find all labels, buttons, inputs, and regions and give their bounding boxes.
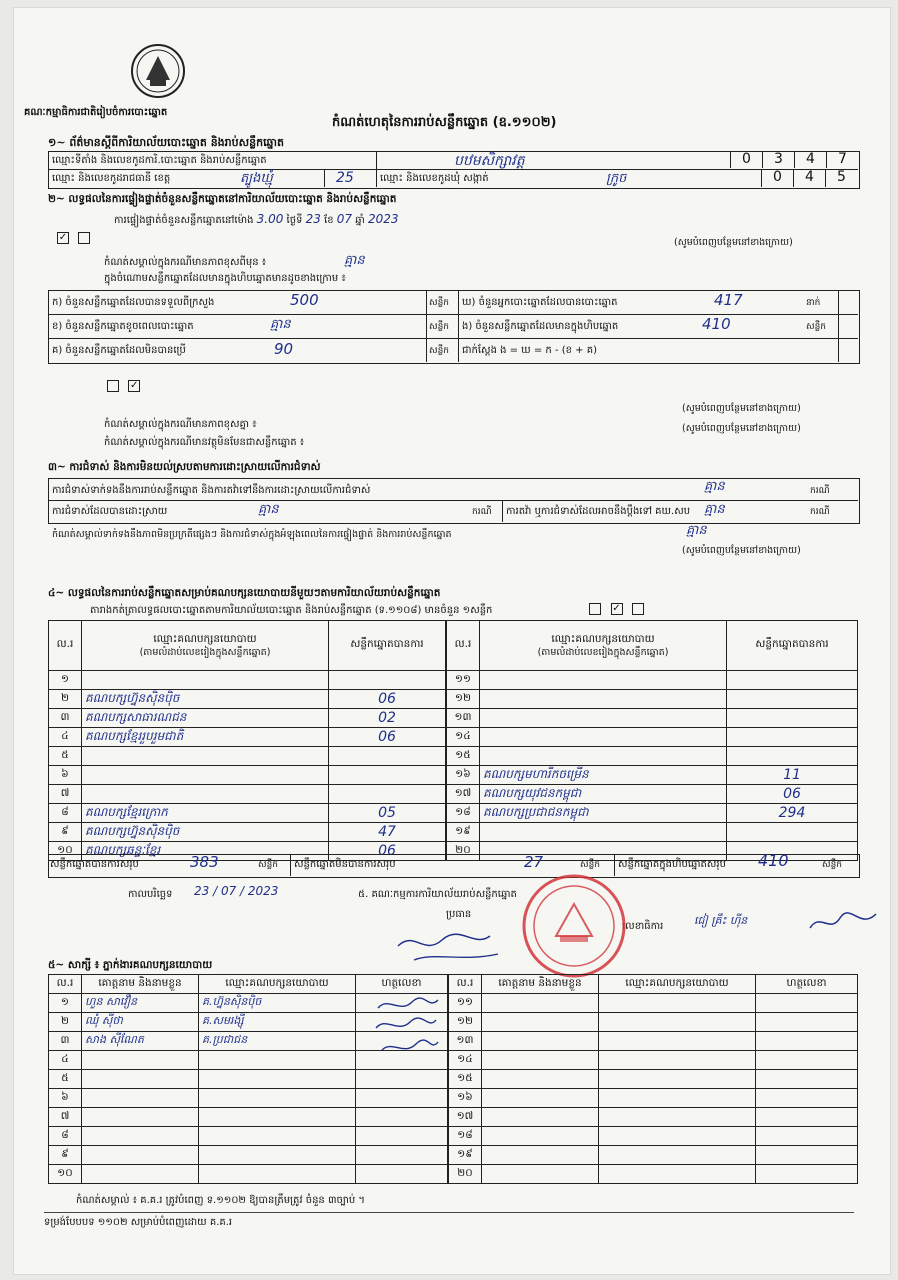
row-number: ២០ — [447, 842, 480, 861]
row-number: ១៨ — [449, 1127, 482, 1146]
table-row — [449, 1089, 858, 1108]
table-row — [447, 747, 858, 766]
vote-count — [727, 728, 858, 747]
table-row — [447, 766, 858, 785]
table-row — [49, 823, 446, 842]
vote-count: 06 — [329, 690, 446, 709]
witness-party: គ.ប្រជាជន — [199, 1032, 356, 1051]
committee-name: គណៈកម្មាធិការជាតិរៀបចំការបោះឆ្នោត — [24, 107, 168, 118]
vote-count: 11 — [727, 766, 858, 785]
witness-name — [482, 1165, 599, 1184]
section4-title: ៤~ លទ្ធផលនៃការរាប់សន្លឹកឆ្នោតសម្រាប់គណបក្សនយោបាយនីមួយៗតាមការិយាល័យរាប់សន្លឹកឆ្នោត — [48, 587, 441, 599]
witness-signature — [756, 994, 858, 1013]
section4-subtitle: តារាងកត់ត្រាលទ្ធផលបោះឆ្នោតតាមការិយាល័យបោះឆ្នោត និងរាប់សន្លឹកឆ្នោត (ទ.១១០៨) មានចំនួន ១សន្លឹក — [90, 605, 493, 616]
party-name: គណបក្សហ្វ៊ុនស៊ិនប៉ិច — [82, 823, 329, 842]
vote-count: 06 — [727, 785, 858, 804]
witness-table-right: ល.រ គោត្តនាម និងនាមខ្លួន ឈ្មោះគណបក្សនយោបាយ ហត្ថលេខា ១១ ១២ ១៣ ១៤ ១៥ ១៦ ១៧ ១៨ ១៩ ២០ — [448, 974, 858, 1184]
witness-name — [82, 1089, 199, 1108]
diff-note-label: កំណត់សម្គាល់ក្នុងករណីមានភាពខុសពីមុន ៖ — [104, 257, 267, 268]
vote-count — [727, 709, 858, 728]
witness-table-left: ល.រ គោត្តនាម និងនាមខ្លួន ឈ្មោះគណបក្សនយោបាយ ហត្ថលេខា ១ ហួន សាវឿន គ.ហ្វ៊ុនស៊ិនប៉ិច ២ ឈុំ ស៊ីថា គ.សមរង្ស៊ី ៣ សាង ស៊ីណែត គ.ប្រជាជន ៤ ៥ ៦ ៧ ៨ ៩ ១០ — [48, 974, 448, 1184]
witness-party — [599, 994, 756, 1013]
table-row — [447, 671, 858, 690]
secretary-signature-icon — [806, 908, 886, 938]
footer-note: កំណត់សម្គាល់ ៖ គ.គ.រ ត្រូវបំពេញ ទ.១១០២ ឱ្យបានត្រឹមត្រូវ ចំនួន ៣ច្បាប់ ។ — [76, 1195, 365, 1206]
location-code: 0 3 4 7 — [730, 151, 858, 168]
row-number: ៦ — [49, 1089, 82, 1108]
row-number: ២ — [49, 690, 82, 709]
spoiled-label: ខ) ចំនួនសន្លឹកឆ្នោតខូចពេលបោះឆ្នោត — [52, 321, 194, 332]
party-name — [480, 823, 727, 842]
party-name — [82, 766, 329, 785]
table-row — [449, 1146, 858, 1165]
witness-signature — [356, 1108, 448, 1127]
witness-name — [82, 1127, 199, 1146]
vote-count: 05 — [329, 804, 446, 823]
witness-signature — [756, 1108, 858, 1127]
secretary-name: ជៀ គ្រឹះ ហ៊ីន — [694, 914, 748, 927]
official-stamp-icon — [516, 870, 632, 982]
diff-note-value: គ្មាន — [344, 253, 365, 268]
vote-count: 02 — [329, 709, 446, 728]
witness-party — [599, 1051, 756, 1070]
row-number: ១០ — [49, 1165, 82, 1184]
row-number: ១ — [49, 994, 82, 1013]
row-number: ៦ — [49, 766, 82, 785]
row-number: ១២ — [449, 1013, 482, 1032]
row-number: ១៤ — [449, 1051, 482, 1070]
party-name — [82, 785, 329, 804]
witness-name — [482, 1127, 599, 1146]
party-name — [480, 690, 727, 709]
form-title: កំណត់ហេតុនៃការរាប់សន្លឹកឆ្នោត (ឧ.១១០២) — [332, 115, 557, 130]
row-number: ៤ — [49, 1051, 82, 1070]
witness-signature — [356, 1146, 448, 1165]
table-row — [49, 1127, 448, 1146]
witness-name — [82, 1070, 199, 1089]
witness-party — [599, 1013, 756, 1032]
row-number: ៩ — [49, 1146, 82, 1165]
party-name — [82, 671, 329, 690]
table-row — [447, 690, 858, 709]
row-number: ១១ — [447, 671, 480, 690]
row-number: ៩ — [49, 823, 82, 842]
row-number: ១៨ — [447, 804, 480, 823]
party-name — [480, 671, 727, 690]
witness-name — [482, 1051, 599, 1070]
table-row — [49, 728, 446, 747]
table-row — [49, 1165, 448, 1184]
table-row — [49, 709, 446, 728]
witness-party — [599, 1089, 756, 1108]
witness-name: សាង ស៊ីណែត — [82, 1032, 199, 1051]
total-in-box: 410 — [758, 851, 789, 870]
witness-party — [199, 1070, 356, 1089]
commune-value: ក្រូច — [606, 171, 627, 186]
nec-emblem-icon — [128, 42, 188, 100]
location-label: ឈ្មោះទីតាំង និងលេខកូដការិ.បោះឆ្នោត និងរាប់សន្លឹកឆ្នោត — [52, 155, 267, 166]
row-number: ៧ — [49, 785, 82, 804]
row-number: ១៣ — [447, 709, 480, 728]
table-row — [449, 1032, 858, 1051]
witness-name — [82, 1051, 199, 1070]
row-number: ១៩ — [449, 1146, 482, 1165]
witness-signature — [756, 1032, 858, 1051]
fill-note-1: (សូមបំពេញបន្ថែមនៅខាងក្រោយ) — [674, 237, 793, 248]
vote-count: 06 — [329, 842, 446, 861]
province-label: ឈ្មោះ និងលេខកូដរាជធានី ខេត្ត — [52, 173, 171, 184]
signing-date: 23 / 07 / 2023 — [194, 884, 279, 898]
witness-signature — [356, 1070, 448, 1089]
witness-signature — [756, 1070, 858, 1089]
table-row — [449, 1070, 858, 1089]
received-label: ក) ចំនួនសន្លឹកឆ្នោតដែលបានទទួលពីក្រសួង — [52, 297, 215, 308]
in-box-value: 410 — [702, 315, 731, 333]
witness-name — [482, 1032, 599, 1051]
form-sheet: គណៈកម្មាធិការជាតិរៀបចំការបោះឆ្នោត កំណត់ហេតុនៃការរាប់សន្លឹកឆ្នោត (ឧ.១១០២) ១~ ព័ត៌មានស្តីពីការិយាល័យបោះឆ្នោត និងរាប់សន្លឹកឆ្នោត ឈ្មោះទីតាំង និងលេខកូដការិ.បោះឆ្នោត និងរាប់សន្លឹកឆ្នោត បឋមសិក្សាវត្ត 0 3 4 7 ឈ្មោះ និងលេខកូដរាជធានី ខេត្ត ត្បូងឃ្មុំ 25 ឈ្មោះ និងលេខកូដឃុំ សង្កាត់ ក្រូច 0 4 5 ២~ លទ្ធផលនៃការផ្ទៀងផ្ទាត់ចំនួនសន្លឹកឆ្នោតនៅការិយាល័យបោះឆ្នោត និងរាប់សន្លឹកឆ្នោត ការផ្ទៀងផ្ទាត់ចំនួនសន្លឹកឆ្នោតនៅម៉ោង 3.00 ថ្ងៃទី 23 ខែ 07 ឆ្នាំ 2023 ✓ (សូមបំពេញបន្ថែមនៅខាងក្រោយ) កំណត់សម្គាល់ក្នុងករណីមានភាពខុសពីមុន ៖ គ្មាន ក្នុងចំណោមសន្លឹកឆ្នោតដែលមានក្នុងហិបឆ្នោតមានដូចខាងក្រោម ៖ ក) ចំនួនសន្លឹកឆ្នោតដែលបានទទួលពីក្រសួង 500 សន្លឹក ខ) ចំនួនសន្លឹកឆ្នោតខូចពេលបោះឆ្នោត គ្មាន សន្លឹក គ) ចំនួនសន្លឹកឆ្នោតដែលមិនបានប្រើ 90 សន្លឹក ឃ) ចំនួនអ្នកបោះឆ្នោតដែលបានបោះឆ្នោត 417 នាក់ ង) ចំនួនសន្លឹកឆ្នោតដែលមានក្នុងហិបឆ្នោត 410 សន្លឹក ជាក់ស្តែង ង = ឃ = ក - (ខ + គ) ✓ (សូមបំពេញបន្ថែមនៅខាងក្រោយ) កំណត់សម្គាល់ក្នុងករណីមានភាពខុសគ្នា ៖ (សូមបំពេញបន្ថែមនៅខាងក្រោយ) កំណត់សម្គាល់ក្នុងករណីមានវត្ថុមិនមែនជាសន្លឹកឆ្នោត ៖ ៣~ ការជំទាស់ និងការមិនយល់ស្របតាមការដោះស្រាយលើការជំទាស់ ការជំទាស់ទាក់ទងនឹងការរាប់សន្លឹកឆ្នោត និងការតវ៉ាទៅនឹងការដោះស្រាយលើការជំទាស់ គ្មាន ករណី ការជំទាស់ដែលបានដោះស្រាយ គ្មាន ករណី ការតវ៉ា ឬការជំទាស់ដែលអាចនឹងប្តឹងទៅ គឃ.សប គ្មាន ករណី កំណត់សម្គាល់ទាក់ទងនឹងភាពមិនប្រក្រតីផ្សេងៗ និងការជំទាស់ក្នុងអំឡុងពេលនៃការផ្ទៀងផ្ទាត់ និងការរាប់សន្លឹកឆ្នោត គ្មាន (សូមបំពេញបន្ថែមនៅខាងក្រោយ) ៤~ លទ្ធផលនៃការរាប់សន្លឹកឆ្នោតសម្រាប់គណបក្សនយោបាយនីមួយៗតាមការិយាល័យរាប់សន្លឹកឆ្នោត តារាងកត់ត្រាលទ្ធផលបោះឆ្នោតតាមការិយាល័យបោះឆ្នោត និងរាប់សន្លឹកឆ្នោត (ទ.១១០៨) មានចំនួន ១សន្លឹក ✓ ល.រ ឈ្មោះគណបក្សនយោបាយ (តាមលំដាប់លេខរៀងក្នុងសន្លឹកឆ្នោត) សន្លឹកឆ្នោតបានការ ១ ២ គណបក្សហ្វ៊ុនស៊ិនប៉ិច 06 ៣ គណបក្សសាធារណជន 02 ៤ គណបក្សខ្មែររួបរួមជាតិ 06 ៥ ៦ ៧ ៨ គណបក្សខ្មែរក្រោក 05 ៩ គណបក្សហ្វ៊ុនស៊ិនប៉ិច 47 ១០ គណបក្សឆន្ទៈខ្មែរ 06 ល.រ ឈ្មោះគណបក្សនយោបាយ (តាមលំដាប់លេខរៀងក្នុងសន្លឹកឆ្នោត) សន្លឹកឆ្នោតបានការ ១១ ១២ ១៣ ១៤ ១៥ ១៦ គណបក្សមហារីកចម្រើន 11 ១៧ គណបក្សយុវជនកម្ពុជា 06 ១៨ គណបក្សប្រជាជនកម្ពុជា 294 ១៩ ២០ សន្លឹកឆ្នោតបានការសរុប 383 សន្លឹក សន្លឹកឆ្នោតមិនបានការសរុប 27 សន្លឹក សន្លឹកឆ្នោតក្នុងហិបឆ្នោតសរុប 410 សន្លឹក កាលបរិច្ឆេទ 23 / 07 / 2023 ៥. គណៈកម្មការការិយាល័យរាប់សន្លឹកឆ្នោត ប្រធាន លេខាធិការ ជៀ គ្រឹះ ហ៊ីន ៥~ សាក្សី ៖ ភ្នាក់ងារគណបក្សនយោបាយ ល.រ គោត្តនាម និងនាមខ្លួន ឈ្មោះគណបក្សនយោបាយ ហត្ថលេខា ១ ហួន សាវឿន គ.ហ្វ៊ុនស៊ិនប៉ិច ២ ឈុំ ស៊ីថា គ.សមរង្ស៊ី ៣ សាង ស៊ីណែត គ.ប្រជាជន ៤ ៥ ៦ ៧ ៨ ៩ ១០ ល.រ គោត្តនាម និងនាមខ្លួន ឈ្មោះគណបក្សនយោបាយ ហត្ថលេខា ១១ ១២ ១៣ ១៤ ១៥ ១៦ ១៧ ១៨ ១៩ ២០ កំណត់សម្គាល់ ៖ គ.គ.រ ត្រូវបំពេញ ទ.១១០២ ឱ្យបានត្រឹមត្រូវ ចំនួន ៣ច្បាប់ ។ ទម្រង់បែបបទ ១១០២ សម្រាប់បំពេញដោយ គ.គ.រ — [14, 8, 890, 1274]
row-number: ១ — [49, 671, 82, 690]
checkbox-empty[interactable] — [632, 603, 644, 615]
table-row — [49, 1108, 448, 1127]
party-name: គណបក្សមហារីកចម្រើន — [480, 766, 727, 785]
totals-row — [48, 854, 860, 878]
row-number: ១២ — [447, 690, 480, 709]
row-number: ៥ — [49, 747, 82, 766]
witness-signature — [356, 1089, 448, 1108]
witness-party — [199, 1146, 356, 1165]
table-row — [449, 1127, 858, 1146]
party-name: គណបក្សប្រជាជនកម្ពុជា — [480, 804, 727, 823]
row-number: ៣ — [49, 1032, 82, 1051]
table-row — [49, 747, 446, 766]
row-number: ១៥ — [449, 1070, 482, 1089]
party-name: គណបក្សខ្មែរក្រោក — [82, 804, 329, 823]
bullet-diff: កំណត់សម្គាល់ក្នុងករណីមានភាពខុសគ្នា ៖ — [104, 419, 257, 430]
witness-party — [199, 1127, 356, 1146]
table-row — [447, 785, 858, 804]
vote-count — [727, 747, 858, 766]
witness-signatures-icon — [370, 994, 446, 1064]
voters-value: 417 — [714, 291, 743, 309]
checkbox-empty[interactable] — [107, 380, 119, 392]
table-row — [49, 1146, 448, 1165]
table-row — [449, 1108, 858, 1127]
vote-count — [329, 766, 446, 785]
vote-count: 294 — [727, 804, 858, 823]
witness-signature — [756, 1165, 858, 1184]
section1-title: ១~ ព័ត៌មានស្តីពីការិយាល័យបោះឆ្នោត និងរាប់សន្លឹកឆ្នោត — [48, 136, 285, 149]
witness-name — [482, 1070, 599, 1089]
party-name — [480, 709, 727, 728]
voters-label: ឃ) ចំនួនអ្នកបោះឆ្នោតដែលបានបោះឆ្នោត — [462, 297, 618, 308]
unused-label: គ) ចំនួនសន្លឹកឆ្នោតដែលមិនបានប្រើ — [52, 345, 186, 356]
verify-time-line: ការផ្ទៀងផ្ទាត់ចំនួនសន្លឹកឆ្នោតនៅម៉ោង 3.00 ថ្ងៃទី 23 ខែ 07 ឆ្នាំ 2023 — [114, 212, 399, 226]
witness-party — [199, 1108, 356, 1127]
table-row — [49, 804, 446, 823]
row-number: ១៧ — [449, 1108, 482, 1127]
witness-name: ឈុំ ស៊ីថា — [82, 1013, 199, 1032]
form-reference: ទម្រង់បែបបទ ១១០២ សម្រាប់បំពេញដោយ គ.គ.រ — [44, 1217, 233, 1228]
table-row — [447, 728, 858, 747]
row-number: ២ — [49, 1013, 82, 1032]
row-number: ១០ — [49, 842, 82, 861]
row-number: ៣ — [49, 709, 82, 728]
witness-signature — [756, 1089, 858, 1108]
witness-party — [599, 1165, 756, 1184]
row-number: ១៣ — [449, 1032, 482, 1051]
table-row — [449, 994, 858, 1013]
witness-party — [599, 1127, 756, 1146]
table-row — [49, 766, 446, 785]
table-row — [447, 804, 858, 823]
witness-signature — [756, 1146, 858, 1165]
checkbox-checked[interactable]: ✓ — [129, 380, 139, 391]
section2-title: ២~ លទ្ធផលនៃការផ្ទៀងផ្ទាត់ចំនួនសន្លឹកឆ្នោតនៅការិយាល័យបោះឆ្នោត និងរាប់សន្លឹកឆ្នោត — [48, 193, 397, 205]
witness-signature — [756, 1127, 858, 1146]
witness-party — [199, 1165, 356, 1184]
witness-name — [482, 994, 599, 1013]
witness-signature — [756, 1013, 858, 1032]
witness-party: គ.សមរង្ស៊ី — [199, 1013, 356, 1032]
ballot-intro: ក្នុងចំណោមសន្លឹកឆ្នោតដែលមានក្នុងហិបឆ្នោតមានដូចខាងក្រោម ៖ — [104, 273, 346, 284]
table-row — [447, 709, 858, 728]
row-number: ១៤ — [447, 728, 480, 747]
party-name: គណបក្សឆន្ទៈខ្មែរ — [82, 842, 329, 861]
party-name: គណបក្សយុវជនកម្ពុជា — [480, 785, 727, 804]
received-value: 500 — [290, 291, 319, 309]
total-valid: 383 — [190, 853, 219, 871]
total-invalid: 27 — [524, 853, 544, 871]
row-number: ១១ — [449, 994, 482, 1013]
commune-code: 0 4 5 — [761, 169, 857, 187]
witness-name — [482, 1108, 599, 1127]
vote-count: 06 — [329, 728, 446, 747]
row-number: ៨ — [49, 804, 82, 823]
witness-party — [599, 1032, 756, 1051]
row-number: ១៦ — [449, 1089, 482, 1108]
checkbox-checked[interactable]: ✓ — [58, 232, 68, 243]
province-value: ត្បូងឃ្មុំ — [240, 171, 273, 186]
vote-count — [727, 823, 858, 842]
table-row — [447, 823, 858, 842]
results-table-right: ល.រ ឈ្មោះគណបក្សនយោបាយ (តាមលំដាប់លេខរៀងក្នុងសន្លឹកឆ្នោត) សន្លឹកឆ្នោតបានការ ១១ ១២ ១៣ ១៤ ១៥ ១៦ គណបក្សមហារីកចម្រើន 11 ១៧ គណបក្សយុវជនកម្ពុជា 06 ១៨ គណបក្សប្រជាជនកម្ពុជា 294 ១៩ ២០ — [446, 620, 858, 861]
vote-count — [329, 785, 446, 804]
witness-name — [482, 1146, 599, 1165]
witness-signature — [356, 1165, 448, 1184]
table-row — [49, 1070, 448, 1089]
witness-party: គ.ហ្វ៊ុនស៊ិនប៉ិច — [199, 994, 356, 1013]
table-row — [49, 785, 446, 804]
checkbox-checked[interactable]: ✓ — [612, 603, 621, 614]
witness-party — [599, 1070, 756, 1089]
table-row — [49, 671, 446, 690]
row-number: ៥ — [49, 1070, 82, 1089]
row-number: ៧ — [49, 1108, 82, 1127]
unused-value: 90 — [274, 340, 294, 358]
row-number: ១៦ — [447, 766, 480, 785]
spoiled-value: គ្មាន — [270, 317, 291, 332]
row-number: ១៥ — [447, 747, 480, 766]
checkbox-empty[interactable] — [78, 232, 90, 244]
witness-name — [82, 1146, 199, 1165]
section3-title: ៣~ ការជំទាស់ និងការមិនយល់ស្របតាមការដោះស្រាយលើការជំទាស់ — [48, 461, 321, 473]
results-table-left: ល.រ ឈ្មោះគណបក្សនយោបាយ (តាមលំដាប់លេខរៀងក្នុងសន្លឹកឆ្នោត) សន្លឹកឆ្នោតបានការ ១ ២ គណបក្សហ្វ៊ុនស៊ិនប៉ិច 06 ៣ គណបក្សសាធារណជន 02 ៤ គណបក្សខ្មែររួបរួមជាតិ 06 ៥ ៦ ៧ ៨ គណបក្សខ្មែរក្រោក 05 ៩ គណបក្សហ្វ៊ុនស៊ិនប៉ិច 47 ១០ គណបក្សឆន្ទៈខ្មែរ 06 — [48, 620, 446, 861]
party-name: គណបក្សហ្វ៊ុនស៊ិនប៉ិច — [82, 690, 329, 709]
row-number: ៤ — [49, 728, 82, 747]
formula-label: ជាក់ស្តែង ង = ឃ = ក - (ខ + គ) — [462, 345, 597, 356]
witness-name — [482, 1089, 599, 1108]
witness-signature — [756, 1051, 858, 1070]
table-row — [49, 690, 446, 709]
witness-party — [599, 1108, 756, 1127]
witness-name — [82, 1108, 199, 1127]
witness-name — [82, 1165, 199, 1184]
province-code: 25 — [336, 170, 354, 186]
vote-count — [329, 671, 446, 690]
party-name — [480, 747, 727, 766]
vote-count — [329, 747, 446, 766]
commune-label: ឈ្មោះ និងលេខកូដឃុំ សង្កាត់ — [380, 173, 489, 184]
row-number: ៨ — [49, 1127, 82, 1146]
table-row — [49, 1089, 448, 1108]
bullet-object: កំណត់សម្គាល់ក្នុងករណីមានវត្ថុមិនមែនជាសន្លឹកឆ្នោត ៖ — [104, 437, 305, 448]
party-name — [82, 747, 329, 766]
table-row — [449, 1165, 858, 1184]
table-row — [449, 1013, 858, 1032]
vote-count: 47 — [329, 823, 446, 842]
witness-name — [482, 1013, 599, 1032]
vote-count — [727, 671, 858, 690]
section5-title: ៥~ សាក្សី ៖ ភ្នាក់ងារគណបក្សនយោបាយ — [48, 959, 213, 971]
witness-party — [199, 1051, 356, 1070]
witness-party — [199, 1089, 356, 1108]
vote-count — [727, 690, 858, 709]
in-box-label: ង) ចំនួនសន្លឹកឆ្នោតដែលមានក្នុងហិបឆ្នោត — [462, 321, 619, 332]
checkbox-empty[interactable] — [589, 603, 601, 615]
party-name: គណបក្សសាធារណជន — [82, 709, 329, 728]
witness-signature — [356, 1127, 448, 1146]
witness-name: ហួន សាវឿន — [82, 994, 199, 1013]
witness-party — [599, 1146, 756, 1165]
location-value: បឋមសិក្សាវត្ត — [454, 153, 525, 169]
party-name: គណបក្សខ្មែររួបរួមជាតិ — [82, 728, 329, 747]
table-row — [449, 1051, 858, 1070]
row-number: ១៩ — [447, 823, 480, 842]
party-name — [480, 728, 727, 747]
row-number: ១៧ — [447, 785, 480, 804]
row-number: ២០ — [449, 1165, 482, 1184]
